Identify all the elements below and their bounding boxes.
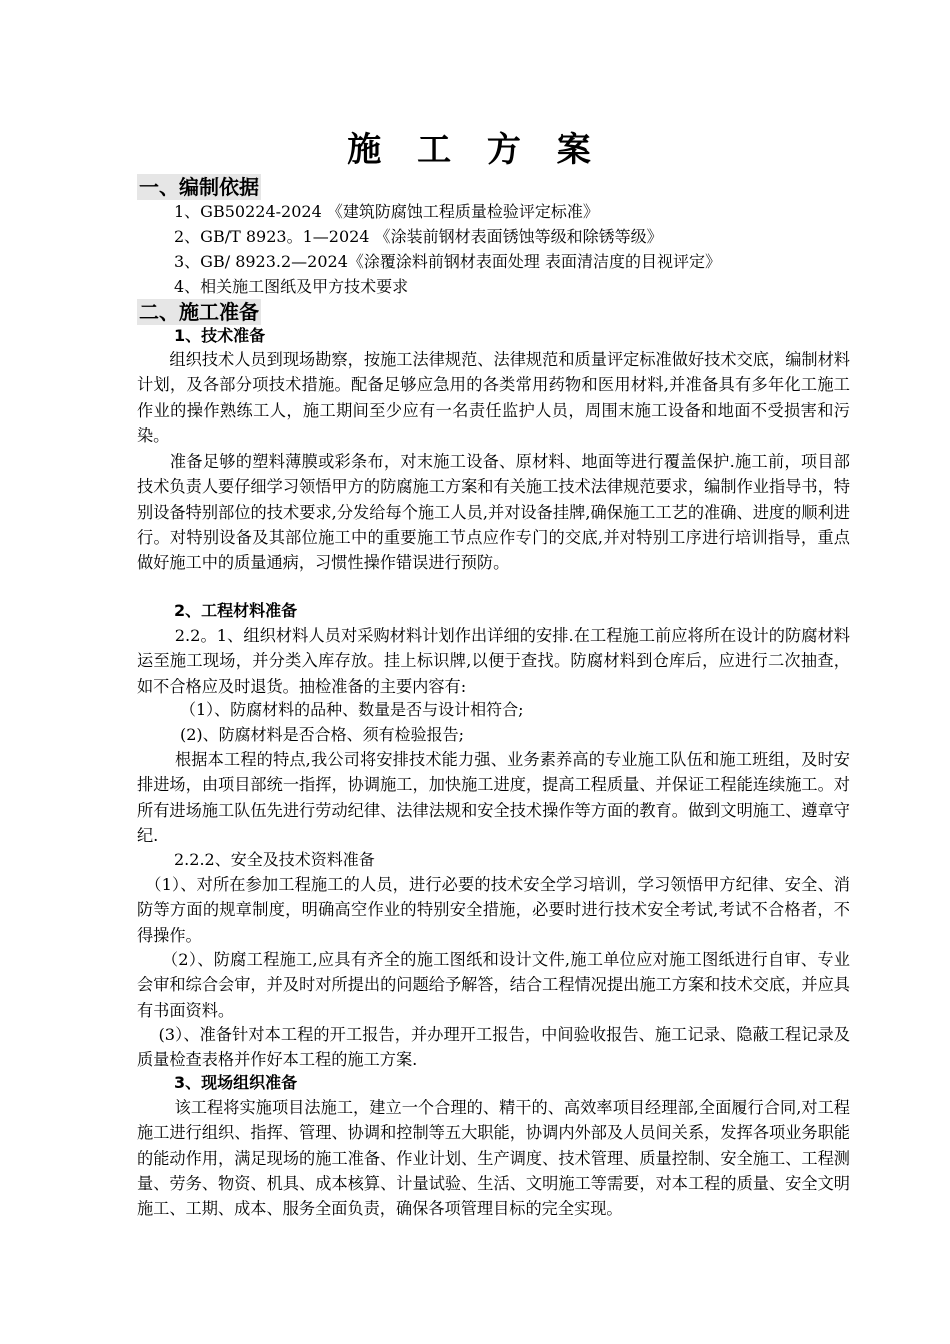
reference-item: 2、GB/T 8923。1—2024 《涂装前钢材表面锈蚀等级和除锈等级》 [174, 227, 663, 246]
reference-item: 3、GB/ 8923.2—2024《涂覆涂料前钢材表面处理 表面清洁度的目视评定》 [174, 252, 721, 271]
paragraph: （2）、防腐工程施工,应具有齐全的施工图纸和设计文件,施工单位应对施工图纸进行自审、专业会审和综合会审，并及时对所提出的问题给予解答，结合工程情况提出施工方案和技术交底，并应具有书面资料。 [137, 950, 850, 1020]
subsection-heading-materials: 2、工程材料准备 [174, 601, 298, 620]
list-item: （1）、防腐材料的品种、数量是否与设计相符合; [180, 700, 524, 719]
reference-item: 4、相关施工图纸及甲方技术要求 [174, 277, 409, 296]
page-title: 施 工 方 案 [347, 130, 603, 170]
reference-item: 1、GB50224-2024 《建筑防腐蚀工程质量检验评定标准》 [174, 202, 599, 221]
paragraph: 2.2。1、组织材料人员对采购材料计划作出详细的安排.在工程施工前应将所在设计的防腐材料运至施工现场，并分类入库存放。挂上标识牌,以便于查找。防腐材料到仓库后，应进行二次抽查，如不合格应及时退货。抽检准备的主要内容有: [137, 626, 850, 696]
section-heading-basis: 一、编制依据 [139, 175, 259, 199]
paragraph: （1）、对所在参加工程施工的人员，进行必要的技术安全学习培训，学习领悟甲方纪律、安全、消防等方面的规章制度，明确高空作业的特别安全措施，必要时进行技术安全考试,考试不合格者，不得操作。 [137, 875, 850, 945]
subsection-heading-site-organization: 3、现场组织准备 [174, 1073, 298, 1092]
paragraph: (3）、准备针对本工程的开工报告，并办理开工报告，中间验收报告、施工记录、隐蔽工程记录及质量检查表格并作好本工程的施工方案. [137, 1025, 850, 1070]
list-item: (2)、防腐材料是否合格、须有检验报告; [180, 725, 465, 744]
subsection-heading-technical: 1、技术准备 [174, 326, 266, 345]
section-heading-preparation: 二、施工准备 [139, 300, 259, 324]
sub-subsection-heading: 2.2.2、安全及技术资料准备 [174, 850, 375, 869]
paragraph: 该工程将实施项目法施工，建立一个合理的、精干的、高效率项目经理部,全面履行合同,对工程施工进行组织、指挥、管理、协调和控制等五大职能，协调内外部及人员间关系，发挥各项业务职能的能动作用，满足现场的施工准备、作业计划、生产调度、技术管理、质量控制、安全施工、工程测量、劳务、物资、机具、成本核算、计量试验、生活、文明施工等需要，对本工程的质量、安全文明施工、工期、成本、服务全面负责，确保各项管理目标的完全实现。 [137, 1098, 850, 1219]
paragraph: 根据本工程的特点,我公司将安排技术能力强、业务素养高的专业施工队伍和施工班组，及时安排进场，由项目部统一指挥，协调施工，加快施工进度，提高工程质量、并保证工程能连续施工。对所有进场施工队伍先进行劳动纪律、法律法规和安全技术操作等方面的教育。做到文明施工、遵章守纪. [137, 750, 850, 845]
paragraph: 准备足够的塑料薄膜或彩条布，对末施工设备、原材料、地面等进行覆盖保护.施工前，项目部技术负责人要仔细学习领悟甲方的防腐施工方案和有关施工技术法律规范要求，编制作业指导书，特别设备特别部位的技术要求,分发给每个施工人员,并对设备挂牌,确保施工工艺的准确、进度的顺利进行。对特别设备及其部位施工中的重要施工节点应作专门的交底,并对特别工序进行培训指导，重点做好施工中的质量通病，习惯性操作错误进行预防。 [137, 452, 850, 573]
paragraph: 组织技术人员到现场勘察，按施工法律规范、法律规范和质量评定标准做好技术交底，编制材料计划，及各部分项技术措施。配备足够应急用的各类常用药物和医用材料,并准备具有多年化工施工作业的操作熟练工人，施工期间至少应有一名责任监护人员，周围末施工设备和地面不受损害和污染。 [137, 350, 850, 445]
